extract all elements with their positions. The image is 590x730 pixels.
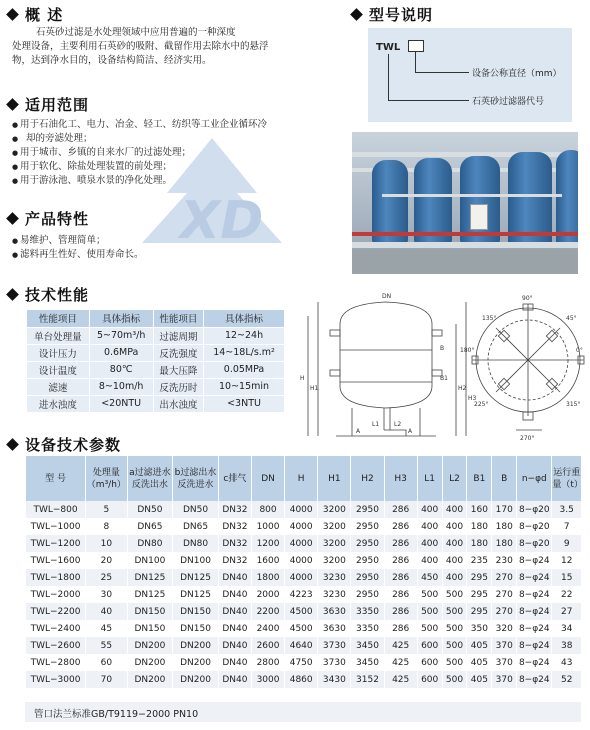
table-cell: DN150 bbox=[173, 620, 219, 637]
table-header: B1 bbox=[467, 456, 492, 501]
table-cell: DN150 bbox=[127, 603, 173, 620]
spec-table bbox=[25, 456, 581, 688]
table-cell: 500 bbox=[417, 620, 442, 637]
dimension-label: DN bbox=[382, 293, 392, 300]
table-header: H bbox=[285, 456, 318, 501]
overview-line-1: 石英砂过滤是水处理领域中应用普遍的一种深度 bbox=[36, 27, 236, 38]
table-cell: 230 bbox=[492, 552, 517, 569]
performance-table bbox=[26, 310, 284, 412]
spec-note: 管口法兰标准GB/T9119−2000 PN10 bbox=[34, 709, 199, 720]
table-cell: 320 bbox=[492, 620, 517, 637]
table-header: a过滤进水反洗出水 bbox=[127, 456, 173, 501]
table-cell: 270 bbox=[492, 569, 517, 586]
table-cell: 4000 bbox=[285, 501, 318, 518]
table-cell: 30 bbox=[86, 586, 128, 603]
table-cell: 405 bbox=[467, 637, 492, 654]
table-header: L2 bbox=[442, 456, 467, 501]
angle-label: 135° bbox=[482, 315, 497, 322]
table-cell: 425 bbox=[384, 637, 417, 654]
table-cell: 370 bbox=[492, 637, 517, 654]
features-list bbox=[12, 234, 342, 262]
table-cell: 3152 bbox=[351, 671, 384, 688]
diamond-icon bbox=[6, 288, 19, 301]
table-row bbox=[26, 654, 582, 671]
table-cell: 500 bbox=[417, 586, 442, 603]
table-cell: 500 bbox=[442, 586, 467, 603]
table-cell: TWL−3000 bbox=[26, 671, 86, 688]
angle-label: 270° bbox=[520, 435, 535, 442]
table-cell: 286 bbox=[384, 569, 417, 586]
table-cell: 52 bbox=[552, 671, 581, 688]
table-cell: 3630 bbox=[318, 603, 351, 620]
table-header: 具体指标 bbox=[204, 310, 284, 327]
table-cell: 4000 bbox=[285, 518, 318, 535]
table-cell: 2950 bbox=[351, 501, 384, 518]
table-cell: 400 bbox=[442, 535, 467, 552]
table-cell: 最大压降 bbox=[153, 361, 203, 378]
table-cell: DN65 bbox=[127, 518, 173, 535]
table-row bbox=[27, 395, 285, 412]
table-cell: DN50 bbox=[173, 501, 219, 518]
table-header: n−φd bbox=[517, 456, 552, 501]
table-cell: 80℃ bbox=[89, 361, 153, 378]
list-item: ● 用于城市、乡镇的自来水厂的过滤处理； bbox=[12, 146, 348, 160]
table-cell: DN65 bbox=[173, 518, 219, 535]
table-cell: 1600 bbox=[251, 552, 284, 569]
dimension-label: H bbox=[300, 375, 305, 382]
table-cell: 3730 bbox=[318, 654, 351, 671]
table-cell: 400 bbox=[442, 518, 467, 535]
table-cell: 4223 bbox=[285, 586, 318, 603]
table-cell: 8−φ24 bbox=[517, 654, 552, 671]
table-cell: 1800 bbox=[251, 569, 284, 586]
table-cell: 过滤周期 bbox=[153, 327, 203, 344]
list-item: ● 易维护、管理简单； bbox=[12, 234, 342, 248]
table-header: H1 bbox=[318, 456, 351, 501]
model-diagram bbox=[368, 28, 572, 122]
table-header: 型 号 bbox=[26, 456, 86, 501]
table-cell: 400 bbox=[417, 535, 442, 552]
scope-title bbox=[8, 94, 89, 115]
table-cell: 8~10m/h bbox=[89, 378, 153, 395]
table-cell: 3630 bbox=[318, 620, 351, 637]
table-cell: 15 bbox=[552, 569, 581, 586]
table-cell: 180 bbox=[467, 518, 492, 535]
table-cell: 9 bbox=[552, 535, 581, 552]
model-line bbox=[388, 54, 389, 100]
table-row bbox=[27, 361, 285, 378]
table-cell: 8−φ24 bbox=[517, 552, 552, 569]
table-cell: 34 bbox=[552, 620, 581, 637]
table-cell: 8−φ20 bbox=[517, 535, 552, 552]
table-cell: 38 bbox=[552, 637, 581, 654]
table-cell: 3000 bbox=[251, 671, 284, 688]
table-cell: 2400 bbox=[251, 620, 284, 637]
table-cell: 235 bbox=[467, 552, 492, 569]
dimension-label: L1 bbox=[372, 421, 380, 428]
table-cell: 286 bbox=[384, 535, 417, 552]
list-item: ● 用于石油化工、电力、冶金、轻工、纺织等工业企业循环冷 bbox=[12, 118, 348, 132]
table-cell: 1000 bbox=[251, 518, 284, 535]
angle-label: 0° bbox=[576, 347, 583, 354]
table-cell: 3.5 bbox=[552, 501, 581, 518]
table-cell: DN125 bbox=[173, 569, 219, 586]
list-item: ● 却的旁滤处理； bbox=[12, 132, 348, 146]
table-cell: DN125 bbox=[127, 586, 173, 603]
table-cell: 8−φ24 bbox=[517, 586, 552, 603]
table-cell: 4000 bbox=[285, 552, 318, 569]
table-cell: DN125 bbox=[173, 586, 219, 603]
table-cell: 8−φ20 bbox=[517, 501, 552, 518]
table-cell: 160 bbox=[467, 501, 492, 518]
table-cell: 反洗强度 bbox=[153, 344, 203, 361]
model-line bbox=[388, 100, 469, 101]
table-cell: DN40 bbox=[218, 620, 251, 637]
table-cell: 500 bbox=[442, 620, 467, 637]
table-cell: 8−φ20 bbox=[517, 518, 552, 535]
table-cell: 370 bbox=[492, 671, 517, 688]
table-cell: DN100 bbox=[127, 552, 173, 569]
table-row bbox=[26, 569, 582, 586]
table-cell: 600 bbox=[417, 654, 442, 671]
table-cell: 3430 bbox=[318, 671, 351, 688]
table-cell: DN40 bbox=[218, 671, 251, 688]
table-cell: 286 bbox=[384, 518, 417, 535]
performance-title-text: 技术性能 bbox=[25, 286, 90, 304]
table-cell: 进水浊度 bbox=[27, 395, 90, 412]
table-header: 性能项目 bbox=[27, 310, 90, 327]
table-cell: 400 bbox=[442, 501, 467, 518]
angle-label: 90° bbox=[522, 295, 533, 302]
table-cell: 3350 bbox=[351, 620, 384, 637]
table-cell: 3450 bbox=[351, 637, 384, 654]
dimension-label: A bbox=[408, 428, 413, 435]
table-cell: DN150 bbox=[127, 620, 173, 637]
table-cell: 2950 bbox=[351, 586, 384, 603]
table-cell: 60 bbox=[86, 654, 128, 671]
table-row bbox=[27, 327, 285, 344]
table-cell: 8 bbox=[86, 518, 128, 535]
table-cell: DN50 bbox=[127, 501, 173, 518]
table-cell: 单台处理量 bbox=[27, 327, 90, 344]
table-row bbox=[26, 586, 582, 603]
logo-text: XD bbox=[180, 191, 264, 251]
table-cell: 500 bbox=[442, 671, 467, 688]
table-cell: DN40 bbox=[218, 586, 251, 603]
features-title-text: 产品特性 bbox=[25, 210, 90, 228]
table-cell: 5 bbox=[86, 501, 128, 518]
table-cell: 500 bbox=[442, 654, 467, 671]
table-cell: DN32 bbox=[218, 552, 251, 569]
diamond-icon bbox=[6, 438, 19, 451]
dimension-label: B bbox=[440, 345, 445, 352]
table-cell: 3200 bbox=[318, 535, 351, 552]
table-cell: 40 bbox=[86, 603, 128, 620]
tank-drawing bbox=[296, 290, 586, 442]
table-cell: 370 bbox=[492, 654, 517, 671]
performance-title bbox=[8, 284, 89, 305]
table-cell: 2950 bbox=[351, 552, 384, 569]
spec-title-text: 设备技术参数 bbox=[25, 436, 122, 454]
list-item: ● 用于游泳池、喷泉水景的净化处理。 bbox=[12, 174, 348, 188]
table-cell: 4640 bbox=[285, 637, 318, 654]
table-cell: 3200 bbox=[318, 501, 351, 518]
table-cell: 设计温度 bbox=[27, 361, 90, 378]
angle-label: 315° bbox=[566, 401, 581, 408]
table-cell: DN100 bbox=[173, 552, 219, 569]
table-cell: TWL−1200 bbox=[26, 535, 86, 552]
equipment-photo bbox=[352, 132, 578, 274]
overview-line-2: 处理设备，主要利用石英砂的吸附、截留作用去除水中的悬浮 bbox=[12, 41, 269, 52]
table-cell: 设计压力 bbox=[27, 344, 90, 361]
table-cell: TWL−2400 bbox=[26, 620, 86, 637]
table-cell: 2000 bbox=[251, 586, 284, 603]
table-cell: 500 bbox=[442, 637, 467, 654]
table-cell: 400 bbox=[417, 552, 442, 569]
table-cell: DN40 bbox=[218, 569, 251, 586]
table-cell: 14~18L/s.m² bbox=[204, 344, 284, 361]
table-cell: 2950 bbox=[351, 535, 384, 552]
table-cell: 600 bbox=[417, 671, 442, 688]
table-header-row bbox=[26, 456, 582, 501]
dimension-label: B1 bbox=[440, 375, 448, 382]
table-cell: DN80 bbox=[127, 535, 173, 552]
list-item: ● 用于软化、除盐处理装置的前处理； bbox=[12, 160, 348, 174]
overview-title bbox=[8, 4, 63, 25]
dimension-label: H2 bbox=[458, 385, 467, 392]
table-cell: 3730 bbox=[318, 637, 351, 654]
table-cell: 10~15min bbox=[204, 378, 284, 395]
table-row bbox=[26, 603, 582, 620]
table-header: B bbox=[492, 456, 517, 501]
table-cell: 27 bbox=[552, 603, 581, 620]
table-cell: 43 bbox=[552, 654, 581, 671]
table-cell: 286 bbox=[384, 586, 417, 603]
dimension-label: L2 bbox=[394, 421, 402, 428]
table-cell: 8−φ24 bbox=[517, 569, 552, 586]
table-cell: DN40 bbox=[218, 654, 251, 671]
table-cell: 295 bbox=[467, 586, 492, 603]
table-cell: 3450 bbox=[351, 654, 384, 671]
table-cell: 70 bbox=[86, 671, 128, 688]
table-cell: 3200 bbox=[318, 552, 351, 569]
table-cell: 286 bbox=[384, 620, 417, 637]
table-cell: 0.6MPa bbox=[89, 344, 153, 361]
table-cell: 270 bbox=[492, 603, 517, 620]
table-cell: TWL−1800 bbox=[26, 569, 86, 586]
table-cell: 350 bbox=[467, 620, 492, 637]
table-header: 处理量（m³/h） bbox=[86, 456, 128, 501]
table-cell: 反洗历时 bbox=[153, 378, 203, 395]
table-cell: 12 bbox=[552, 552, 581, 569]
table-row bbox=[26, 671, 582, 688]
table-cell: 3200 bbox=[318, 518, 351, 535]
table-cell: 425 bbox=[384, 654, 417, 671]
table-cell: 2800 bbox=[251, 654, 284, 671]
table-cell: 180 bbox=[492, 535, 517, 552]
model-code: TWL bbox=[376, 42, 401, 53]
table-cell: DN125 bbox=[127, 569, 173, 586]
table-header: 性能项目 bbox=[153, 310, 203, 327]
table-cell: 8−φ24 bbox=[517, 671, 552, 688]
overview-title-text: 概 述 bbox=[25, 6, 64, 24]
table-cell: 8−φ24 bbox=[517, 637, 552, 654]
table-row bbox=[26, 501, 582, 518]
table-cell: 7 bbox=[552, 518, 581, 535]
table-cell: 170 bbox=[492, 501, 517, 518]
angle-label: 180° bbox=[460, 347, 475, 354]
table-cell: 286 bbox=[384, 603, 417, 620]
table-cell: 600 bbox=[417, 637, 442, 654]
table-cell: 3350 bbox=[351, 603, 384, 620]
table-cell: 405 bbox=[467, 671, 492, 688]
features-title bbox=[8, 208, 89, 229]
overview-line-3: 物，达到净水目的，设备结构简洁、经济实用。 bbox=[12, 55, 212, 66]
table-cell: 4860 bbox=[285, 671, 318, 688]
table-cell: DN32 bbox=[218, 535, 251, 552]
dimension-label: A bbox=[356, 428, 361, 435]
table-header: L1 bbox=[417, 456, 442, 501]
scope-title-text: 适用范围 bbox=[25, 96, 90, 114]
model-title bbox=[352, 4, 433, 25]
table-header: 运行重量（t） bbox=[552, 456, 581, 501]
table-header: H2 bbox=[351, 456, 384, 501]
table-cell: 4750 bbox=[285, 654, 318, 671]
table-cell: 450 bbox=[417, 569, 442, 586]
table-cell: 22 bbox=[552, 586, 581, 603]
table-row bbox=[26, 552, 582, 569]
list-item: ● 滤料再生性好、使用寿命长。 bbox=[12, 248, 342, 262]
table-cell: 270 bbox=[492, 586, 517, 603]
diamond-icon bbox=[6, 98, 19, 111]
table-cell: 400 bbox=[442, 569, 467, 586]
table-header: c排气 bbox=[218, 456, 251, 501]
table-cell: DN200 bbox=[173, 671, 219, 688]
diamond-icon bbox=[6, 212, 19, 225]
table-cell: TWL−2800 bbox=[26, 654, 86, 671]
table-cell: 180 bbox=[492, 518, 517, 535]
table-cell: 55 bbox=[86, 637, 128, 654]
table-row bbox=[26, 518, 582, 535]
table-cell: 出水浊度 bbox=[153, 395, 203, 412]
table-row bbox=[27, 344, 285, 361]
table-cell: 12~24h bbox=[204, 327, 284, 344]
table-row bbox=[26, 535, 582, 552]
table-cell: 2200 bbox=[251, 603, 284, 620]
diamond-icon bbox=[6, 8, 19, 21]
table-cell: 10 bbox=[86, 535, 128, 552]
table-cell: 滤速 bbox=[27, 378, 90, 395]
table-cell: TWL−1000 bbox=[26, 518, 86, 535]
dimension-label: H3 bbox=[468, 395, 477, 402]
table-header-row bbox=[27, 310, 285, 327]
table-cell: DN200 bbox=[127, 637, 173, 654]
dimension-label: H1 bbox=[310, 385, 319, 392]
table-cell: 4000 bbox=[285, 569, 318, 586]
table-cell: 295 bbox=[467, 569, 492, 586]
angle-label: 225° bbox=[474, 401, 489, 408]
table-cell: 286 bbox=[384, 501, 417, 518]
table-cell: 8−φ24 bbox=[517, 603, 552, 620]
table-cell: 400 bbox=[417, 518, 442, 535]
model-title-text: 型号说明 bbox=[369, 6, 434, 24]
table-cell: 5~70m³/h bbox=[89, 327, 153, 344]
table-cell: TWL−2000 bbox=[26, 586, 86, 603]
table-cell: 400 bbox=[417, 501, 442, 518]
table-cell: 400 bbox=[442, 552, 467, 569]
model-line bbox=[415, 52, 416, 72]
table-cell: 3230 bbox=[318, 586, 351, 603]
table-cell: <20NTU bbox=[89, 395, 153, 412]
table-header: DN bbox=[251, 456, 284, 501]
table-cell: 25 bbox=[86, 569, 128, 586]
table-cell: <3NTU bbox=[204, 395, 284, 412]
table-cell: 295 bbox=[467, 603, 492, 620]
table-cell: 2950 bbox=[351, 518, 384, 535]
table-cell: DN40 bbox=[218, 603, 251, 620]
table-cell: 4500 bbox=[285, 603, 318, 620]
table-cell: 1200 bbox=[251, 535, 284, 552]
table-cell: 500 bbox=[417, 603, 442, 620]
table-cell: 8−φ24 bbox=[517, 620, 552, 637]
table-header: b过滤出水反洗进水 bbox=[173, 456, 219, 501]
table-cell: DN200 bbox=[127, 654, 173, 671]
table-cell: DN200 bbox=[173, 637, 219, 654]
table-cell: 3230 bbox=[318, 569, 351, 586]
table-cell: TWL−2200 bbox=[26, 603, 86, 620]
model-diameter-box bbox=[408, 40, 424, 52]
table-header: 具体指标 bbox=[89, 310, 153, 327]
model-diameter-label: 设备公称直径（mm） bbox=[472, 69, 562, 79]
table-cell: 0.05MPa bbox=[204, 361, 284, 378]
table-cell: 286 bbox=[384, 552, 417, 569]
table-row bbox=[27, 378, 285, 395]
table-cell: 20 bbox=[86, 552, 128, 569]
table-cell: 4000 bbox=[285, 535, 318, 552]
table-row bbox=[26, 637, 582, 654]
table-cell: DN200 bbox=[173, 654, 219, 671]
table-cell: TWL−800 bbox=[26, 501, 86, 518]
table-cell: 2600 bbox=[251, 637, 284, 654]
spec-title bbox=[8, 434, 121, 455]
model-line bbox=[415, 72, 469, 73]
table-cell: TWL−1600 bbox=[26, 552, 86, 569]
model-code-label: 石英砂过滤器代号 bbox=[472, 97, 545, 107]
overview-text bbox=[12, 26, 352, 68]
table-cell: DN150 bbox=[173, 603, 219, 620]
table-cell: 800 bbox=[251, 501, 284, 518]
table-cell: 425 bbox=[384, 671, 417, 688]
table-cell: DN200 bbox=[127, 671, 173, 688]
table-header: H3 bbox=[384, 456, 417, 501]
table-cell: 4500 bbox=[285, 620, 318, 637]
table-cell: DN80 bbox=[173, 535, 219, 552]
diamond-icon bbox=[350, 8, 363, 21]
angle-label: 45° bbox=[566, 315, 577, 322]
table-cell: 180 bbox=[467, 535, 492, 552]
table-cell: 500 bbox=[442, 603, 467, 620]
table-cell: DN40 bbox=[218, 637, 251, 654]
table-cell: TWL−2600 bbox=[26, 637, 86, 654]
table-row bbox=[26, 620, 582, 637]
table-cell: 2950 bbox=[351, 569, 384, 586]
table-cell: DN32 bbox=[218, 518, 251, 535]
table-cell: DN32 bbox=[218, 501, 251, 518]
table-cell: 45 bbox=[86, 620, 128, 637]
table-cell: 405 bbox=[467, 654, 492, 671]
